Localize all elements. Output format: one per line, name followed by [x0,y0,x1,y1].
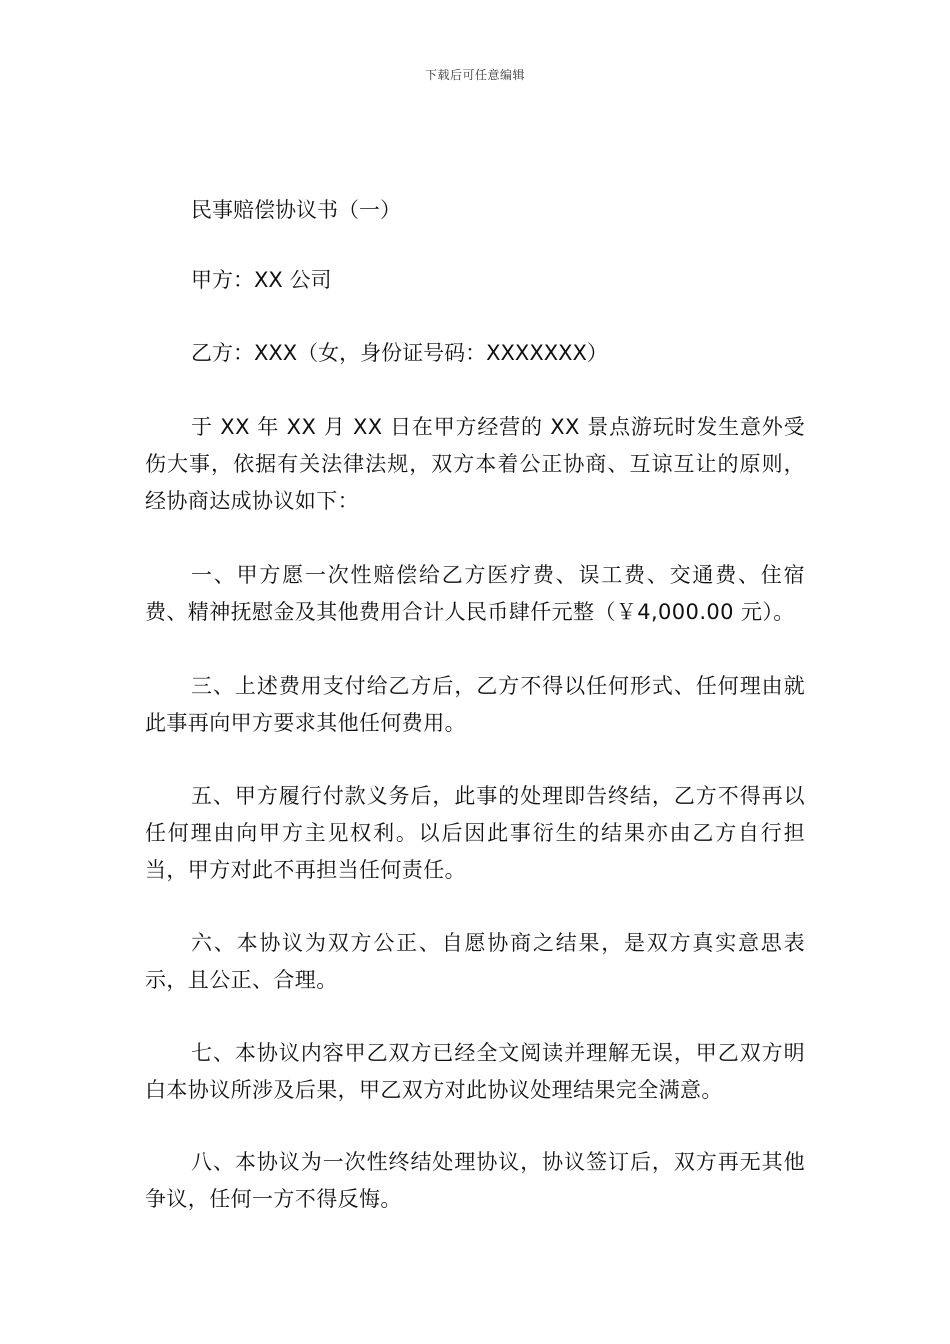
party-a: 甲方：XX 公司 [191,268,332,292]
clause-7: 七、本协议内容甲乙双方已经全文阅读并理解无误，甲乙双方明白本协议所涉及后果，甲乙双方对此协议处理结果完全满意。 [145,1041,805,1102]
preamble-paragraph: 于 XX 年 XX 月 XX 日在甲方经营的 XX 景点游玩时发生意外受伤大事，依据有关法律法规，双方本着公正协商、互谅互让的原则，经协商达成协议如下： [145,415,805,513]
clause-5: 五、甲方履行付款义务后，此事的处理即告终结，乙方不得再以任何理由向甲方主见权利。以后因此事衍生的结果亦由乙方自行担当，甲方对此不再担当任何责任。 [145,784,805,882]
clause-6: 六、本协议为双方公正、自愿协商之结果，是双方真实意思表示，且公正、合理。 [145,931,805,992]
clause-8: 八、本协议为一次性终结处理协议，协议签订后，双方再无其他争议，任何一方不得反悔。 [145,1150,805,1211]
clause-1: 一、甲方愿一次性赔偿给乙方医疗费、误工费、交通费、住宿费、精神抚慰金及其他费用合计人民币肆仟元整（￥4,000.00 元）。 [145,563,805,624]
party-b: 乙方：XXX（女，身份证号码：XXXXXXX） [191,341,608,365]
clause-3: 三、上述费用支付给乙方后，乙方不得以任何形式、任何理由就此事再向甲方要求其他任何费用。 [145,674,805,735]
header-note: 下载后可任意编辑 [424,68,525,82]
document-title: 民事赔偿协议书（一） [191,198,401,222]
